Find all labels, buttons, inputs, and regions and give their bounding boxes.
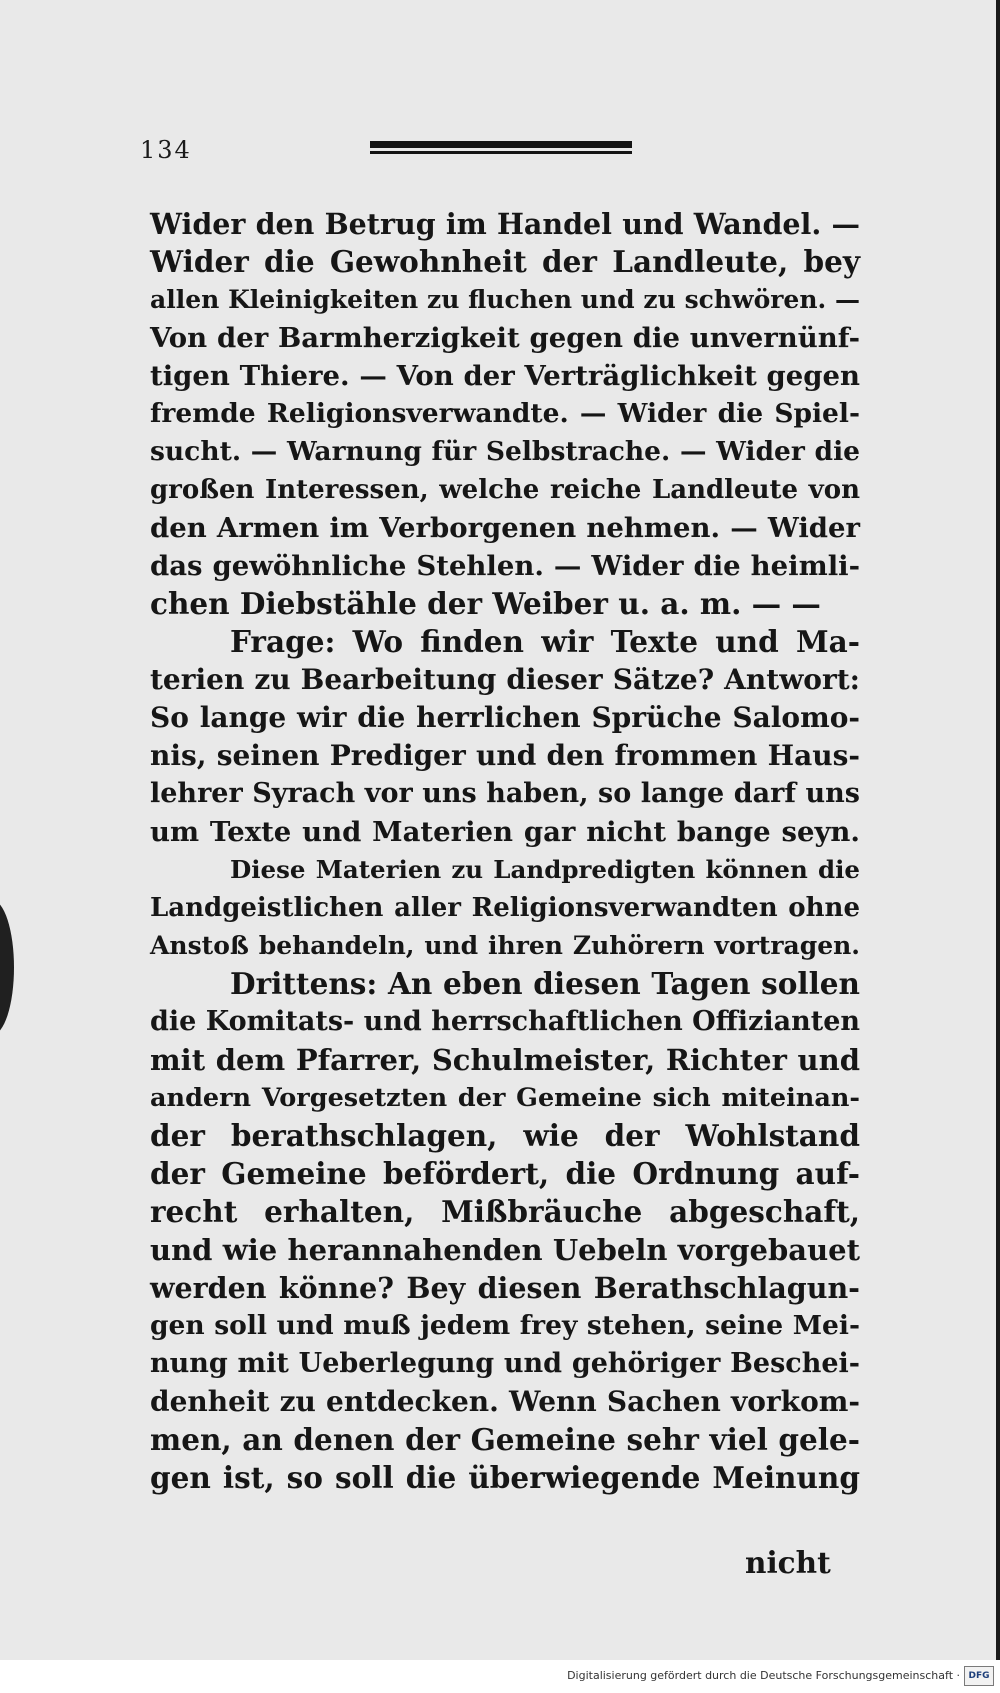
- page-edge-shadow: [996, 0, 1000, 1660]
- text-line: nung mit Ueberlegung und gehöriger Beschei-: [150, 1348, 860, 1379]
- binding-shadow: [0, 900, 14, 1035]
- text-line: der berathschlagen, wie der Wohlstand: [150, 1118, 860, 1153]
- text-line: allen Kleinigkeiten zu fluchen und zu schwören. —: [150, 285, 860, 314]
- text-line: Frage: Wo finden wir Texte und Ma-: [230, 624, 860, 659]
- text-line: terien zu Bearbeitung dieser Sätze? Antwort:: [150, 663, 860, 696]
- text-line: werden könne? Bey diesen Berathschlagun-: [150, 1271, 860, 1305]
- text-line: recht erhalten, Mißbräuche abgeschaft,: [150, 1194, 860, 1229]
- text-line: andern Vorgesetzten der Gemeine sich miteinan-: [150, 1083, 860, 1113]
- text-line: das gewöhnliche Stehlen. — Wider die heimli-: [150, 550, 860, 582]
- text-line: und wie herannahenden Uebeln vorgebauet: [150, 1233, 860, 1267]
- header-rule-thin: [370, 151, 632, 154]
- text-line: men, an denen der Gemeine sehr viel gele-: [150, 1422, 860, 1457]
- text-line: fremde Religionsverwandte. — Wider die Spiel-: [150, 398, 860, 429]
- header-rule-thick: [370, 141, 632, 148]
- text-line: die Komitats- und herrschaftlichen Offizianten: [150, 1006, 861, 1037]
- text-line: Von der Barmherzigkeit gegen die unvernünf-: [150, 322, 860, 354]
- text-line: denheit zu entdecken. Wenn Sachen vorkom-: [150, 1385, 860, 1418]
- text-line: tigen Thiere. — Von der Verträglichkeit gegen: [150, 360, 860, 392]
- text-line: großen Interessen, welche reiche Landleute von: [150, 475, 860, 505]
- text-line: Landgeistlichen aller Religionsverwandten ohne: [150, 893, 860, 923]
- page-number: 134: [140, 136, 192, 164]
- text-line: den Armen im Verborgenen nehmen. — Wider: [150, 512, 860, 544]
- text-line: chen Diebstähle der Weiber u. a. m. — —: [150, 586, 821, 621]
- text-line: Drittens: An eben diesen Tagen sollen: [230, 966, 860, 1001]
- text-line: der Gemeine befördert, die Ordnung auf-: [150, 1156, 860, 1191]
- header-rule: [370, 141, 632, 158]
- text-line: Wider die Gewohnheit der Landleute, bey: [150, 244, 860, 279]
- dfg-logo-icon: DFG: [964, 1666, 994, 1686]
- text-line: Anstoß behandeln, und ihren Zuhörern vortragen.: [150, 931, 860, 960]
- text-line: nis, seinen Prediger und den frommen Haus-: [150, 739, 860, 772]
- text-line: Wider den Betrug im Handel und Wandel. —: [150, 207, 860, 241]
- text-line: Diese Materien zu Landpredigten können die: [230, 855, 860, 884]
- text-line: sucht. — Warnung für Selbstrache. — Wider die: [150, 436, 860, 467]
- text-line: So lange wir die herrlichen Sprüche Salomo-: [150, 701, 860, 734]
- body-text: [150, 205, 860, 1497]
- text-line: um Texte und Materien gar nicht bange seyn.: [150, 816, 860, 848]
- footer-bar: [0, 1660, 1000, 1693]
- digitization-credit: Digitalisierung gefördert durch die Deutsche Forschungsgemeinschaft ·: [567, 1669, 960, 1682]
- text-line: mit dem Pfarrer, Schulmeister, Richter und: [150, 1043, 860, 1077]
- text-line: gen soll und muß jedem frey stehen, seine Mei-: [150, 1310, 860, 1341]
- catchword: nicht: [745, 1545, 831, 1580]
- text-line: lehrer Syrach vor uns haben, so lange darf uns: [150, 778, 860, 809]
- text-line: gen ist, so soll die überwiegende Meinung: [150, 1460, 860, 1495]
